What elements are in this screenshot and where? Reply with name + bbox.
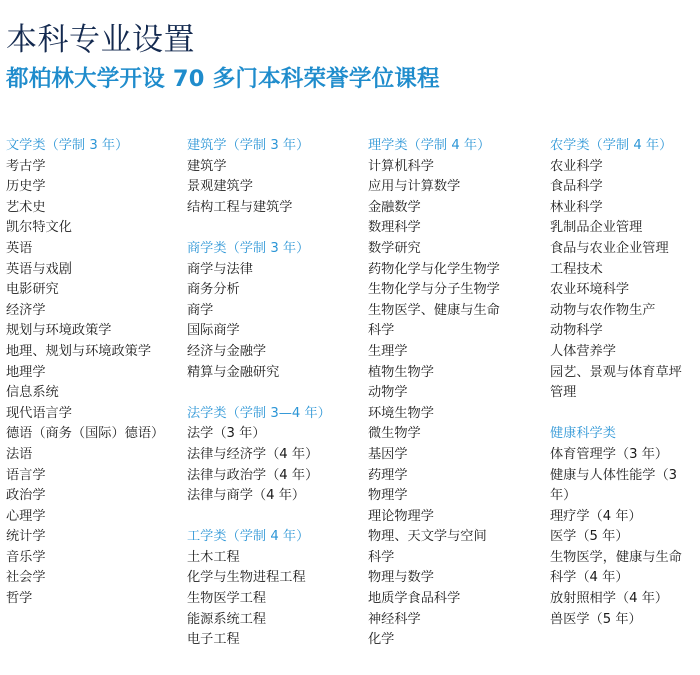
section-title: 农学类（学制 4 年） xyxy=(550,138,673,153)
section-law xyxy=(187,404,365,507)
course-item: 年） xyxy=(550,488,577,504)
course-item: 英语与戏剧 xyxy=(6,261,72,277)
course-item: 动物学 xyxy=(368,385,408,401)
course-item: 电子工程 xyxy=(187,632,240,648)
course-item: 金融数学 xyxy=(368,199,421,215)
section-title: 商学类（学制 3 年） xyxy=(187,240,310,256)
course-item: 考古学 xyxy=(6,158,46,174)
section-gap xyxy=(187,383,365,404)
course-item: 人体营养学 xyxy=(550,343,616,359)
course-item: 法学（3 年） xyxy=(187,426,266,442)
course-item: 凯尔特文化 xyxy=(6,220,72,236)
course-item: 信息系统 xyxy=(6,385,59,401)
course-list xyxy=(187,548,365,651)
section-title: 理学类（学制 4 年） xyxy=(368,138,491,153)
course-item: 林业科学 xyxy=(550,199,603,215)
course-item: 药物化学与化学生物学 xyxy=(368,261,500,277)
course-item: 商务分析 xyxy=(187,282,240,298)
course-item: 物理学 xyxy=(368,488,408,504)
course-item: 统计学 xyxy=(6,529,46,545)
course-item: 地理、规划与环境政策学 xyxy=(6,343,152,359)
course-item: 经济与金融学 xyxy=(187,343,267,359)
course-item: 科学 xyxy=(368,323,395,339)
course-item: 理疗学（4 年） xyxy=(550,508,642,524)
course-item: 生物化学与分子生物学 xyxy=(368,282,500,298)
course-item: 计算机科学 xyxy=(368,158,434,174)
section-science xyxy=(368,136,546,651)
section-title: 健康科学类 xyxy=(550,426,616,442)
course-item: 政治学 xyxy=(6,488,46,504)
page-subtitle: 都柏林大学开设 70 多门本科荣誉学位课程 xyxy=(6,66,440,92)
course-item: 法律与商学（4 年） xyxy=(187,488,306,504)
course-item: 地理学 xyxy=(6,364,46,380)
section-architecture xyxy=(187,136,365,218)
course-item: 规划与环境政策学 xyxy=(6,323,112,339)
course-item: 艺术史 xyxy=(6,199,46,215)
course-item: 景观建筑学 xyxy=(187,179,253,195)
course-item: 精算与金融研究 xyxy=(187,364,280,380)
course-item: 经济学 xyxy=(6,302,46,318)
course-item: 应用与计算数学 xyxy=(368,179,461,195)
course-item: 国际商学 xyxy=(187,323,240,339)
course-list xyxy=(368,157,546,651)
course-item: 生物医学、健康与生命 xyxy=(368,302,500,318)
course-list xyxy=(187,157,365,219)
section-arts xyxy=(6,136,184,610)
course-item: 化学与生物进程工程 xyxy=(187,570,306,586)
course-item: 科学（4 年） xyxy=(550,570,629,586)
course-item: 放射照相学（4 年） xyxy=(550,591,669,607)
course-item: 语言学 xyxy=(6,467,46,483)
course-item: 心理学 xyxy=(6,508,46,524)
course-item: 医学（5 年） xyxy=(550,529,629,545)
column-4 xyxy=(550,136,698,630)
course-item: 健康与人体性能学（3 xyxy=(550,467,678,483)
section-title: 文学类（学制 3 年） xyxy=(6,138,129,153)
section-gap xyxy=(550,404,698,425)
course-item: 园艺、景观与体育草坪 xyxy=(550,364,682,380)
page-title: 本科专业设置 xyxy=(6,22,195,58)
course-item: 神经科学 xyxy=(368,611,421,627)
section-gap xyxy=(187,218,365,239)
course-item: 法律与政治学（4 年） xyxy=(187,467,319,483)
course-item: 农业环境科学 xyxy=(550,282,630,298)
course-item: 理论物理学 xyxy=(368,508,434,524)
course-item: 商学与法律 xyxy=(187,261,253,277)
course-item: 生物医学，健康与生命 xyxy=(550,549,682,565)
course-item: 环境生物学 xyxy=(368,405,434,421)
section-engineering xyxy=(187,527,365,651)
section-title: 工学类（学制 4 年） xyxy=(187,529,310,545)
course-item: 基因学 xyxy=(368,446,408,462)
course-item: 电影研究 xyxy=(6,282,59,298)
course-item: 德语（商务（国际）德语） xyxy=(6,426,165,442)
course-item: 生理学 xyxy=(368,343,408,359)
course-item: 建筑学 xyxy=(187,158,227,174)
section-title: 建筑学（学制 3 年） xyxy=(187,138,310,153)
course-item: 乳制品企业管理 xyxy=(550,220,643,236)
column-3 xyxy=(368,136,546,651)
section-health-science xyxy=(550,424,698,630)
course-item: 结构工程与建筑学 xyxy=(187,199,293,215)
course-item: 植物生物学 xyxy=(368,364,434,380)
course-item: 工程技术 xyxy=(550,261,603,277)
course-item: 商学 xyxy=(187,302,214,318)
course-item: 管理 xyxy=(550,385,577,401)
course-item: 能源系统工程 xyxy=(187,611,267,627)
course-item: 数理科学 xyxy=(368,220,421,236)
course-list xyxy=(550,157,698,404)
course-item: 法语 xyxy=(6,446,33,462)
course-list xyxy=(550,445,698,630)
course-item: 体育管理学（3 年） xyxy=(550,446,669,462)
course-item: 食品科学 xyxy=(550,179,603,195)
course-list xyxy=(187,260,365,384)
column-2 xyxy=(187,136,365,651)
section-agriculture xyxy=(550,136,698,404)
course-item: 法律与经济学（4 年） xyxy=(187,446,319,462)
course-item: 科学 xyxy=(368,549,395,565)
section-gap xyxy=(187,507,365,528)
column-1 xyxy=(6,136,184,610)
section-business xyxy=(187,239,365,383)
course-item: 土木工程 xyxy=(187,549,240,565)
course-item: 动物与农作物生产 xyxy=(550,302,656,318)
course-item: 社会学 xyxy=(6,570,46,586)
course-item: 英语 xyxy=(6,240,33,256)
course-item: 兽医学（5 年） xyxy=(550,611,642,627)
course-item: 哲学 xyxy=(6,591,33,607)
course-list xyxy=(6,157,184,610)
course-item: 音乐学 xyxy=(6,549,46,565)
course-item: 动物科学 xyxy=(550,323,603,339)
course-item: 历史学 xyxy=(6,179,46,195)
course-item: 地质学食品科学 xyxy=(368,591,461,607)
course-item: 物理、天文学与空间 xyxy=(368,529,487,545)
course-item: 生物医学工程 xyxy=(187,591,267,607)
course-item: 微生物学 xyxy=(368,426,421,442)
course-list xyxy=(187,424,365,506)
course-item: 农业科学 xyxy=(550,158,603,174)
course-item: 化学 xyxy=(368,632,395,648)
course-item: 食品与农业企业管理 xyxy=(550,240,669,256)
section-title: 法学类（学制 3—4 年） xyxy=(187,405,331,421)
course-item: 药理学 xyxy=(368,467,408,483)
course-item: 物理与数学 xyxy=(368,570,434,586)
course-item: 数学研究 xyxy=(368,240,421,256)
course-item: 现代语言学 xyxy=(6,405,72,421)
